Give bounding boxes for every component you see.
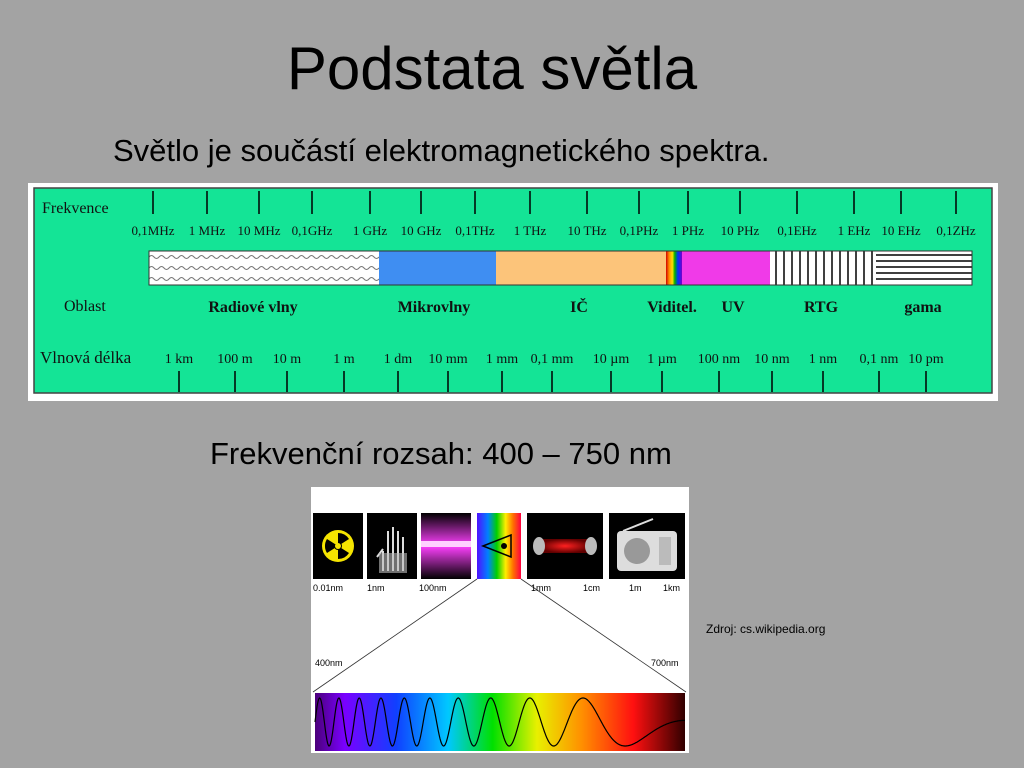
freq-label: 10 THz [567, 223, 607, 238]
wave-label: 100 nm [697, 352, 741, 367]
scale-label: 0.01nm [313, 583, 344, 593]
zoom-line-left [313, 579, 477, 692]
freq-label: 1 PHz [671, 223, 705, 238]
uv-band [682, 251, 770, 285]
frequency-range-text: Frekvenční rozsah: 400 – 750 nm [210, 436, 672, 471]
microwave-band [379, 251, 496, 285]
region-label-6: gama [904, 299, 942, 316]
freq-label: 0,1EHz [777, 223, 817, 238]
visible-start-label: 400nm [315, 658, 343, 668]
wave-label: 10 µm [592, 352, 630, 367]
visible-end-label: 700nm [651, 658, 679, 668]
wave-label: 0,1 mm [530, 352, 574, 367]
scale-label: 100nm [419, 583, 447, 593]
freq-label: 0,1MHz [131, 223, 175, 238]
infrared-band [496, 251, 666, 285]
region-label-1: Mikrovlny [397, 299, 471, 316]
infrared-heater-icon [533, 537, 597, 555]
gamma-band [876, 251, 972, 285]
freq-label: 0,1ZHz [936, 223, 976, 238]
scale-label: 1mm [531, 583, 551, 593]
wavelength-label: Vlnová délka [40, 348, 132, 367]
freq-label: 10 PHz [720, 223, 760, 238]
em-spectrum-diagram [28, 183, 998, 401]
scale-label: 1cm [583, 583, 601, 593]
region-label-0: Radiové vlny [208, 299, 298, 316]
wave-label: 10 m [272, 352, 302, 367]
source-credit: Zdroj: cs.wikipedia.org [706, 622, 826, 636]
wave-label: 100 m [217, 352, 253, 367]
wave-label: 10 nm [754, 352, 790, 367]
wave-label: 1 dm [383, 352, 413, 367]
freq-label: 1 THz [513, 223, 547, 238]
freq-label: 0,1GHz [291, 223, 333, 238]
wave-label: 10 mm [428, 352, 468, 367]
region-label-3: Viditel. [647, 299, 697, 316]
wave-label: 1 µm [647, 352, 677, 367]
visible-band [666, 251, 682, 285]
region-label-2: IČ [570, 299, 588, 316]
freq-label: 10 EHz [881, 223, 921, 238]
scale-label: 1nm [367, 583, 385, 593]
freq-label: 1 MHz [188, 223, 226, 238]
freq-label: 0,1PHz [619, 223, 659, 238]
zoom-line-right [521, 579, 686, 692]
visible-spectrum-figure [311, 487, 689, 753]
region-label-5: RTG [803, 299, 839, 316]
region-label: Oblast [64, 298, 106, 315]
wave-label: 10 pm [908, 352, 944, 367]
wave-label: 1 nm [808, 352, 838, 367]
freq-label: 1 EHz [837, 223, 871, 238]
wave-label: 1 km [164, 352, 194, 367]
wave-label: 1 mm [485, 352, 519, 367]
radiation-icon [322, 530, 354, 562]
scale-label: 1m [629, 583, 642, 593]
slide-title: Podstata světla [286, 35, 698, 102]
slide-subtitle: Světlo je součástí elektromagnetického spektra. [113, 133, 770, 168]
freq-label: 1 GHz [352, 223, 388, 238]
freq-label: 0,1THz [455, 223, 495, 238]
region-label-4: UV [721, 299, 745, 316]
scale-label: 1km [663, 583, 681, 593]
wave-label: 0,1 nm [859, 352, 899, 367]
xray-band [770, 251, 876, 285]
wave-label: 1 m [333, 352, 355, 367]
freq-label: 10 MHz [237, 223, 281, 238]
freq-label: 10 GHz [400, 223, 442, 238]
frequency-label: Frekvence [42, 200, 109, 217]
